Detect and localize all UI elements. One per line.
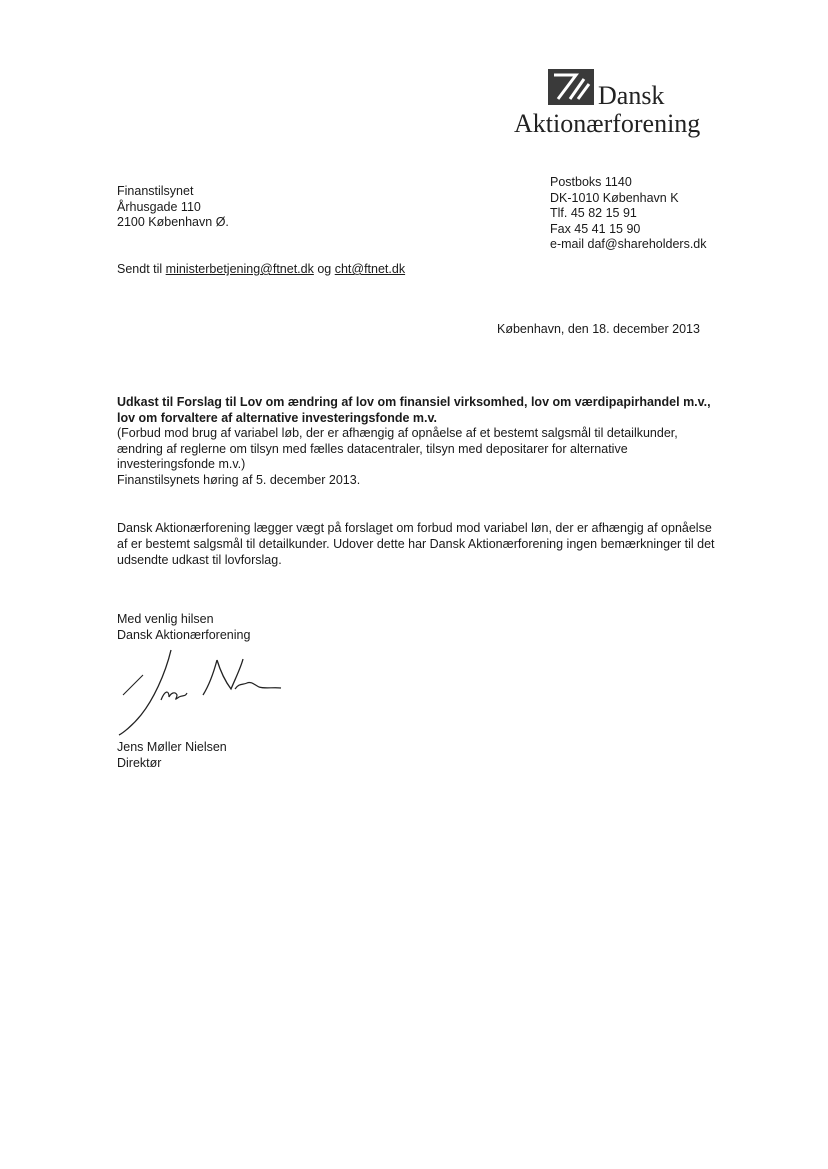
recipient-address	[117, 184, 229, 231]
closing-block	[117, 612, 250, 643]
recipient-line: 2100 København Ø.	[117, 215, 229, 229]
sent-to-line	[117, 262, 405, 276]
logo-text-aktionaerforening: Aktionærforening	[514, 109, 701, 138]
sender-line: DK-1010 København K	[550, 190, 679, 205]
subject-detail: (Forbud mod brug af variabel løb, der er afhængig af opnåelse af et bestemt salgsmål til detailkunder, ændring af reglerne om tilsyn med fælles datacentraler, tilsyn med depositarer for alternative investeringsfonde m.v.)	[117, 426, 678, 472]
signer-name: Jens Møller Nielsen	[117, 740, 227, 754]
closing-line: Med venlig hilsen	[117, 612, 214, 626]
letter-date: København, den 18. december 2013	[497, 322, 700, 336]
signer-title: Direktør	[117, 755, 162, 770]
subject-hearing: Finanstilsynets høring af 5. december 2013.	[117, 472, 361, 487]
subject-title: Udkast til Forslag til Lov om ændring af lov om finansiel virksomhed, lov om værdipapirhandel m.v., lov om forvaltere af alternative investeringsfonde m.v.	[117, 395, 711, 425]
sender-line: Postboks 1140	[550, 175, 632, 189]
closing-line: Dansk Aktionærforening	[117, 627, 251, 642]
sender-line: Tlf. 45 82 15 91	[550, 206, 637, 220]
subject-block	[117, 395, 717, 489]
signer-block	[117, 740, 227, 771]
logo-text-dansk: Dansk	[598, 81, 665, 110]
recipient-line: Finanstilsynet	[117, 184, 194, 198]
daf-logo-icon	[548, 69, 594, 105]
email-link-ministerbetjening[interactable]: ministerbetjening@ftnet.dk	[165, 262, 314, 276]
body-paragraph: Dansk Aktionærforening lægger vægt på forslaget om forbud mod variabel løn, der er afhængig af opnåelse af er bestemt salgsmål til detailkunder. Udover dette har Dansk Aktionærforening ingen bemærkninger til det udsendte udkast til lovforslag.	[117, 521, 715, 567]
sent-to-prefix: Sendt til	[117, 262, 163, 276]
email-link-cht[interactable]: cht@ftnet.dk	[334, 262, 406, 276]
sender-line: e-mail daf@shareholders.dk	[550, 237, 707, 251]
sender-line: Fax 45 41 15 90	[550, 221, 641, 236]
sent-to-joiner: og	[317, 262, 332, 276]
recipient-line: Århusgade 110	[117, 199, 201, 214]
sender-address	[550, 175, 707, 253]
handwritten-signature	[113, 645, 283, 740]
